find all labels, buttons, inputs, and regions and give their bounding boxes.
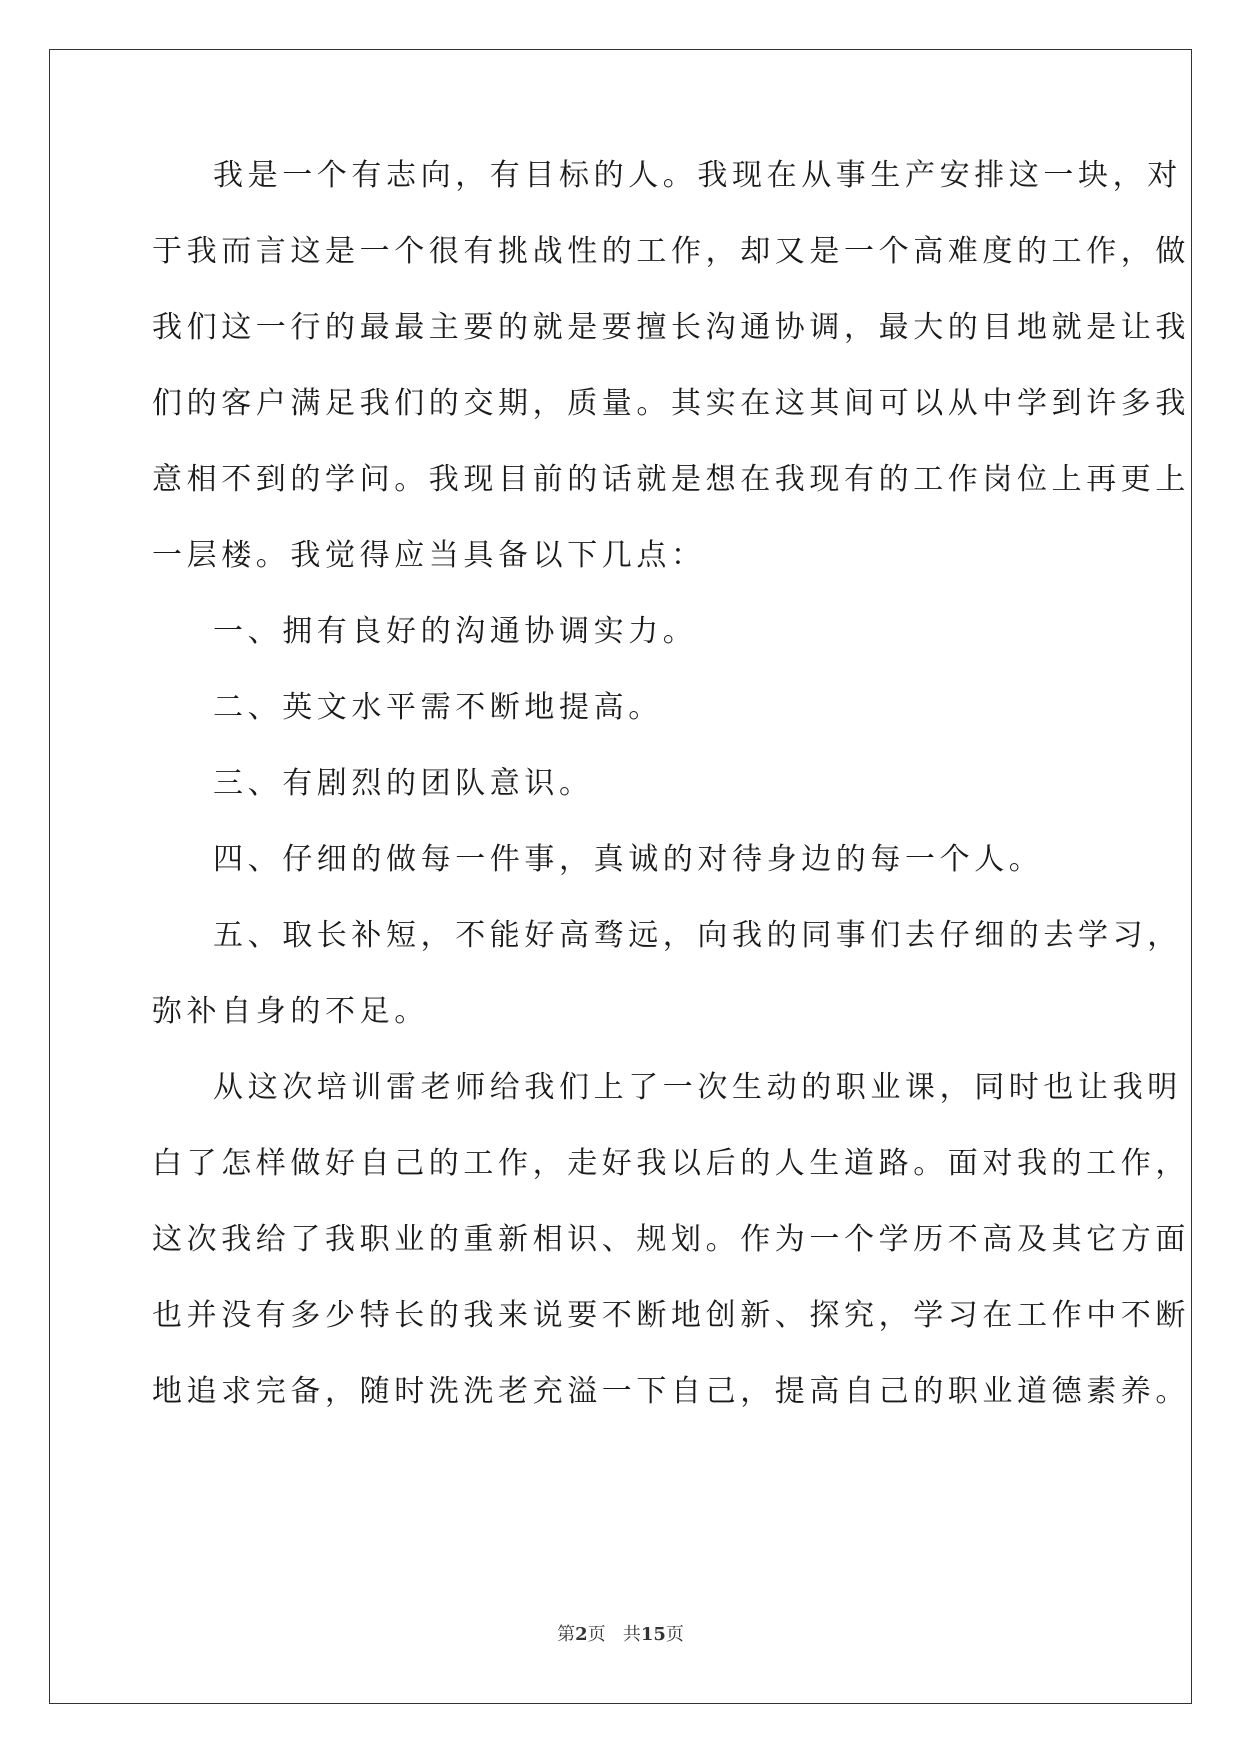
text-line: 白了怎样做好自己的工作，走好我以后的人生道路。面对我的工作， xyxy=(152,1146,1190,1181)
text-line: 于我而言这是一个很有挑战性的工作，却又是一个高难度的工作，做 xyxy=(152,234,1190,269)
document-body xyxy=(152,158,1190,1450)
text-line: 从这次培训雷老师给我们上了一次生动的职业课，同时也让我明 xyxy=(213,1070,1182,1105)
footer-page-unit: 页 xyxy=(587,1624,606,1645)
text-line: 们的客户满足我们的交期，质量。其实在这其间可以从中学到许多我 xyxy=(152,386,1190,421)
text-line: 二、英文水平需不断地提高。 xyxy=(213,690,663,725)
text-line: 四、仔细的做每一件事，真诚的对待身边的每一个人。 xyxy=(213,842,1044,877)
text-line: 一层楼。我觉得应当具备以下几点： xyxy=(152,538,706,573)
text-line: 五、取长补短，不能好高骛远，向我的同事们去仔细的去学习， xyxy=(213,918,1182,953)
text-line: 我们这一行的最最主要的就是要擅长沟通协调，最大的目地就是让我 xyxy=(152,310,1190,345)
text-line: 我是一个有志向，有目标的人。我现在从事生产安排这一块，对 xyxy=(213,158,1182,193)
text-line: 这次我给了我职业的重新相识、规划。作为一个学历不高及其它方面 xyxy=(152,1222,1190,1257)
text-line: 意相不到的学问。我现目前的话就是想在我现有的工作岗位上再更上 xyxy=(152,462,1190,497)
page-footer xyxy=(0,1620,1241,1646)
text-line: 弥补自身的不足。 xyxy=(152,994,429,1029)
footer-prefix: 第 xyxy=(557,1624,576,1645)
footer-total-prefix: 共 xyxy=(622,1624,641,1645)
total-pages: 15 xyxy=(640,1624,666,1645)
page-number: 2 xyxy=(575,1624,588,1645)
footer-total-unit: 页 xyxy=(665,1624,684,1645)
text-line: 三、有剧烈的团队意识。 xyxy=(213,766,594,801)
text-line: 也并没有多少特长的我来说要不断地创新、探究，学习在工作中不断 xyxy=(152,1298,1190,1333)
text-line: 地追求完备，随时洗洗老充溢一下自己，提高自己的职业道德素养。 xyxy=(152,1374,1190,1409)
text-line: 一、拥有良好的沟通协调实力。 xyxy=(213,614,698,649)
